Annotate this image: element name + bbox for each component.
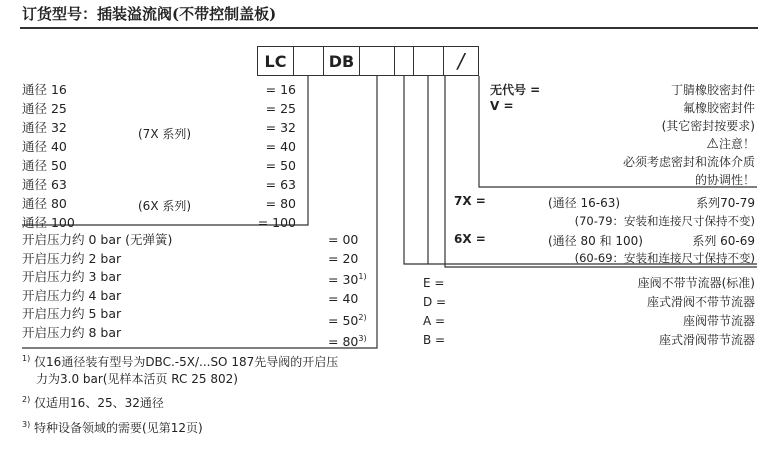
valve-type-code: D =	[423, 295, 447, 309]
seal-v-desc: 氟橡胶密封件	[682, 101, 755, 115]
pressure-code: = 80	[328, 334, 359, 350]
footnote-ref: 1)	[358, 272, 367, 282]
footnote-text: 仅适用16、25、32通径	[34, 396, 164, 410]
valve-type-desc: 座式滑阀不带节流器	[646, 295, 755, 309]
pressure-code: = 20	[328, 250, 359, 266]
seal-none-desc: 丁腈橡胶密封件	[670, 83, 755, 97]
size-code: = 80	[265, 196, 296, 211]
size-code: = 25	[265, 101, 296, 116]
seal-warning	[560, 135, 755, 152]
size-label: 通径 32	[22, 120, 67, 135]
pressure-labels	[22, 231, 172, 343]
footnote-mark: 1)	[22, 354, 31, 363]
warning-icon: ⚠	[706, 136, 719, 152]
size-code: = 16	[265, 82, 296, 97]
footnote-mark: 2)	[22, 395, 31, 404]
size-code: = 40	[265, 139, 296, 154]
code-box-seal: /	[443, 46, 479, 76]
valve-type-descs	[520, 274, 755, 350]
seal-none-code: 无代号 =	[490, 83, 541, 97]
size-codes	[240, 80, 296, 232]
footnote-ref: 3)	[358, 334, 367, 344]
pressure-codes	[328, 231, 367, 352]
series-7x-name: 系列70-79	[696, 196, 755, 210]
valve-type-code: B =	[423, 333, 446, 347]
size-label: 通径 16	[22, 82, 67, 97]
pressure-code: = 40	[328, 290, 359, 306]
warning-text: 注意！	[718, 137, 755, 151]
footnote-mark: 3)	[22, 420, 31, 429]
footnote-text: 仅16通径装有型号为DBC.-5X/...SO 187先导阀的开启压	[34, 355, 339, 369]
size-code: = 100	[257, 215, 296, 230]
size-label: 通径 25	[22, 101, 67, 116]
series-6x-note: (60-69：安装和连接尺寸保持不变)	[574, 251, 755, 265]
series-6x-code: 6X =	[454, 232, 486, 246]
series-6x-range: (通径 80 和 100)	[548, 234, 643, 248]
valve-type-desc: 座阀带节流器	[682, 314, 755, 328]
series-7x-note: (70-79：安装和连接尺寸保持不变)	[574, 214, 755, 228]
pressure-label: 开启压力约 0 bar	[22, 232, 122, 247]
footnote-1	[22, 350, 338, 388]
size-code: = 63	[265, 177, 296, 192]
series-6x-note: (6X 系列)	[138, 199, 192, 213]
size-label: 通径 80	[22, 196, 67, 211]
code-box-db: DB	[323, 46, 360, 76]
seal-other: (其它密封按要求)	[661, 119, 755, 133]
pressure-label: 开启压力约 3 bar	[22, 269, 122, 285]
pressure-code: = 50	[328, 312, 359, 328]
pressure-label: 开启压力约 2 bar	[22, 250, 122, 266]
series-6x-name: 系列 60-69	[692, 234, 755, 248]
footnote-ref: 2)	[358, 312, 367, 322]
size-label: 通径 100	[22, 215, 75, 230]
seal-note-2: 的协调性！	[694, 173, 755, 187]
pressure-label: 开启压力约 4 bar	[22, 287, 122, 303]
footnote-2	[22, 394, 164, 411]
size-label: 通径 63	[22, 177, 67, 192]
series-7x-range: (通径 16-63)	[548, 196, 621, 210]
series-7x-code: 7X =	[454, 194, 486, 208]
valve-type-codes	[423, 274, 446, 350]
pressure-label: 开启压力约 8 bar	[22, 324, 122, 340]
valve-type-desc: 座阀不带节流器(标准)	[637, 276, 755, 290]
page-title: 订货型号：插装溢流阀(不带控制盖板)	[22, 5, 277, 23]
size-code: = 32	[265, 120, 296, 135]
seal-v-code: V =	[490, 99, 514, 113]
seal-note-1: 必须考虑密封和流体介质	[622, 155, 755, 169]
pressure-code: = 00	[328, 232, 359, 247]
size-label: 通径 50	[22, 158, 67, 173]
footnote-text: 特种设备领域的需要(见第12页)	[34, 421, 203, 435]
valve-type-code: E =	[423, 276, 445, 290]
valve-type-code: A =	[423, 314, 446, 328]
size-code: = 50	[265, 158, 296, 173]
pressure-label: 开启压力约 5 bar	[22, 306, 122, 322]
footnote-text-2: 力为3.0 bar(见样本活页 RC 25 802)	[36, 372, 238, 386]
size-label: 通径 40	[22, 139, 67, 154]
valve-type-desc: 座式滑阀带节流器	[658, 333, 755, 347]
code-box-lc: LC	[257, 46, 294, 76]
size-labels	[22, 80, 75, 232]
pressure-note: (无弹簧)	[125, 232, 173, 247]
pressure-code: = 30	[328, 272, 359, 288]
series-7x-note: (7X 系列)	[138, 127, 192, 141]
footnote-3	[22, 419, 203, 436]
